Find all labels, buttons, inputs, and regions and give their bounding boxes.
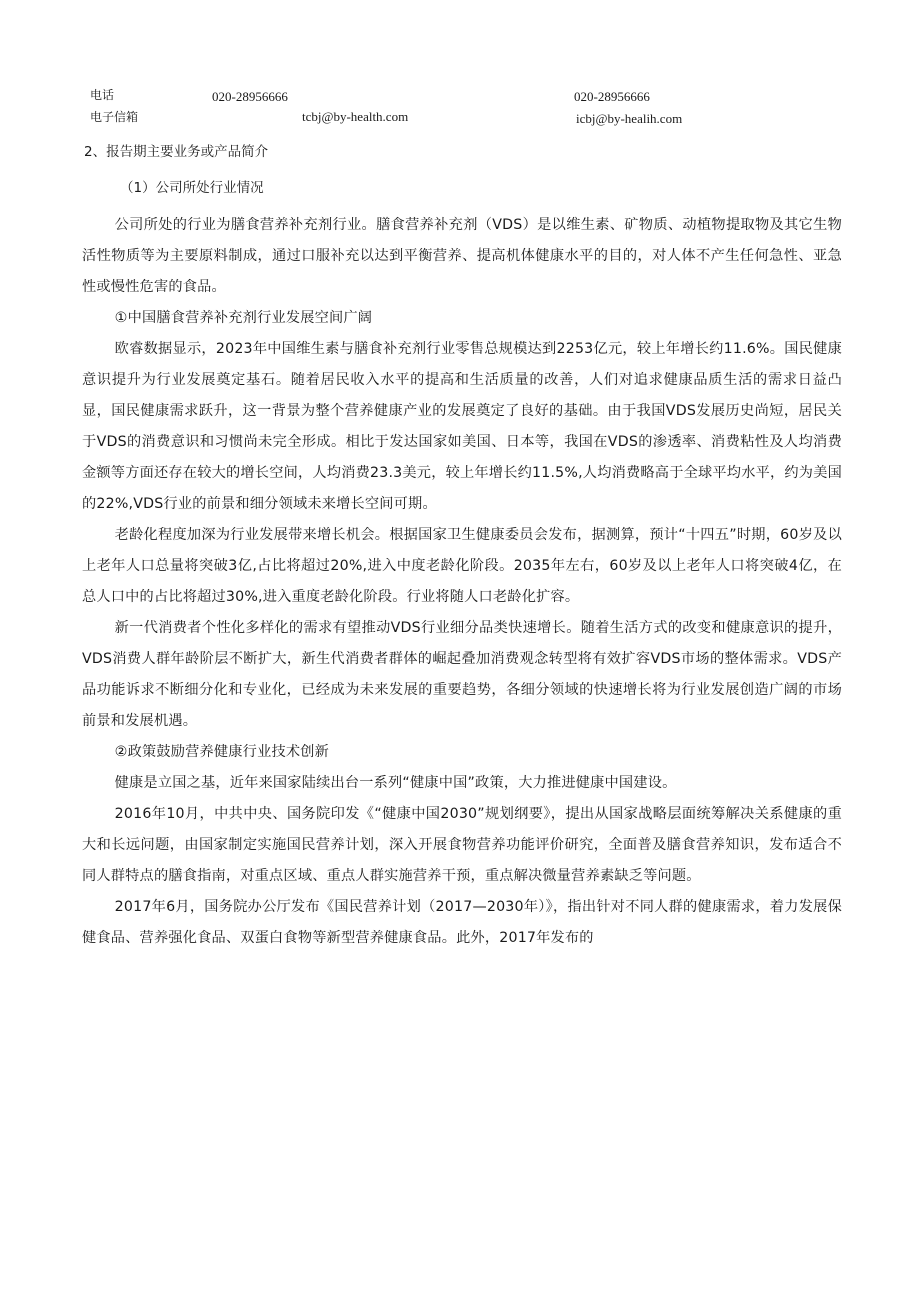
paragraph-new-consumers: 新一代消费者个性化多样化的需求有望推动VDS行业细分品类快速增长。随着生活方式的改变和健康意识的提升，VDS消费人群年龄阶层不断扩大，新生代消费者群体的崛起叠加消费观念转型将有效扩容VDS市场的整体需求。VDS产品功能诉求不断细分化和专业化，已经成为未来发展的重要趋势，各细分领域的快速增长将为行业发展创造广阔的市场前景和发展机遇。 [82,620,842,729]
email-value-2: icbj@by-healih.com [576,111,683,126]
paragraph-healthy-china: 健康是立国之基，近年来国家陆续出台一系列“健康中国”政策，大力推进健康中国建设。 [114,775,677,791]
contact-email-row [0,107,920,127]
paragraph-market-data: 欧睿数据显示，2023年中国维生素与膳食补充剂行业零售总规模达到2253亿元，较上年增长约11.6%。国民健康意识提升为行业发展奠定基石。随着居民收入水平的提高和生活质量的改善，人们对追求健康品质生活的需求日益凸显，国民健康需求跃升，这一背景为整个营养健康产业的发展奠定了良好的基础。由于我国VDS发展历史尚短，居民关于VDS的消费意识和习惯尚未完全形成。相比于发达国家如美国、日本等，我国在VDS的渗透率、消费粘性及人均消费金额等方面还存在较大的增长空间，人均消费23.3美元，较上年增长约11.5%,人均消费略高于全球平均水平，约为美国的22%,VDS行业的前景和细分领域未来增长空间可期。 [82,341,842,512]
industry-subheading: （1）公司所处行业情况 [120,180,264,196]
report-body [82,210,842,954]
item-heading-policy: ②政策鼓励营养健康行业技术创新 [114,744,330,760]
phone-value-2: 020-28956666 [574,89,650,104]
phone-value-1: 020-28956666 [212,89,288,104]
paragraph-2016-outline: 2016年10月，中共中央、国务院印发《“健康中国2030”规划纲要》，提出从国家战略层面统筹解决关系健康的重大和长远问题，由国家制定实施国民营养计划，深入开展食物营养功能评价研究，全面普及膳食营养知识，发布适合不同人群特点的膳食指南，对重点区域、重点人群实施营养干预，重点解决微量营养素缺乏等问题。 [82,806,842,884]
phone-label: 电话 [90,88,115,102]
email-value-1: tcbj@by-health.com [302,109,409,124]
email-label: 电子信箱 [90,110,139,124]
contact-phone-row [0,85,920,105]
paragraph-2017-plan: 2017年6月，国务院办公厅发布《国民营养计划（2017—2030年）》，指出针对不同人群的健康需求，着力发展保健食品、营养强化食品、双蛋白食物等新型营养健康食品。此外，2017年发布的 [82,899,842,946]
paragraph-aging: 老龄化程度加深为行业发展带来增长机会。根据国家卫生健康委员会发布，据测算，预计“十四五”时期，60岁及以上老年人口总量将突破3亿,占比将超过20%,进入中度老龄化阶段。2035年左右，60岁及以上老年人口将突破4亿，在总人口中的占比将超过30%,进入重度老龄化阶段。行业将随人口老龄化扩容。 [82,527,842,605]
paragraph-industry-definition: 公司所处的行业为膳食营养补充剂行业。膳食营养补充剂（VDS）是以维生素、矿物质、动植物提取物及其它生物活性物质等为主要原料制成，通过口服补充以达到平衡营养、提高机体健康水平的目的，对人体不产生任何急性、亚急性或慢性危害的食品。 [82,217,842,295]
section-heading: 2、报告期主要业务或产品简介 [84,144,269,160]
item-heading-market-space: ①中国膳食营养补充剂行业发展空间广阔 [114,310,373,326]
